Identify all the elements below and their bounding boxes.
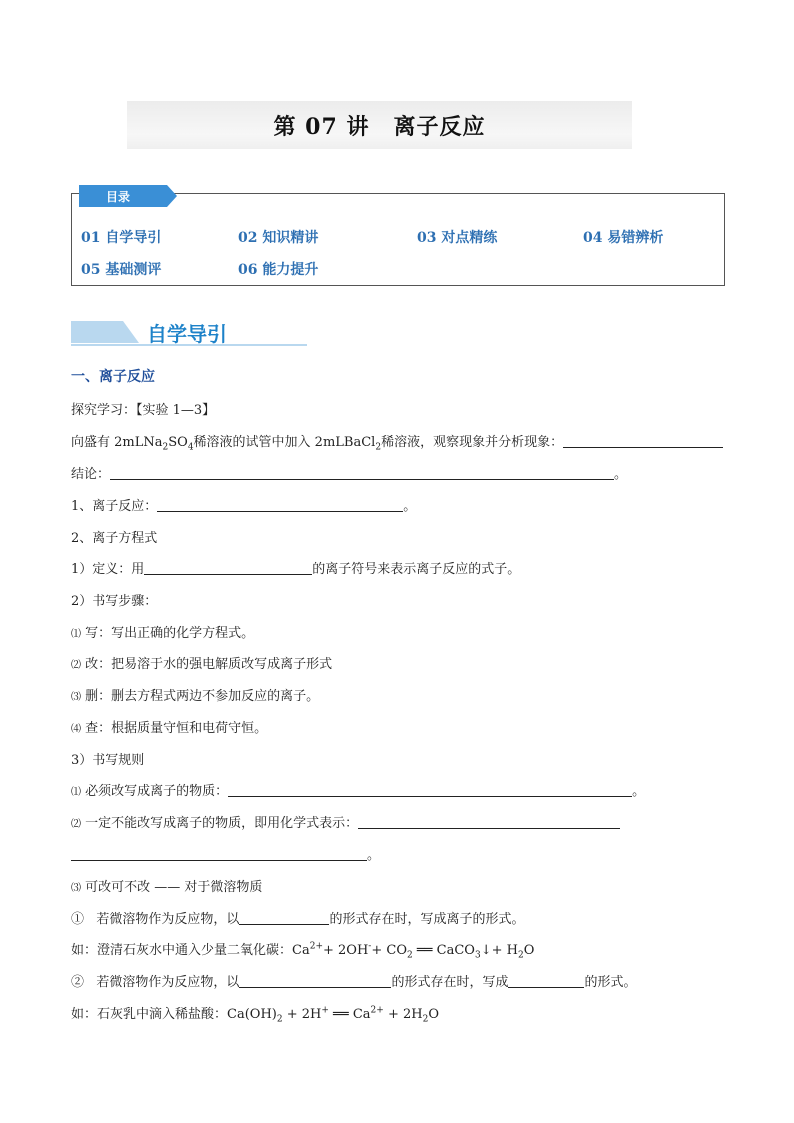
ionic-equation-heading: 2、离子方程式 [71,531,158,546]
answer-blank[interactable] [71,847,367,861]
answer-blank[interactable] [110,466,614,480]
toc-item[interactable]: 03 对点精练 [417,230,498,246]
answer-blank[interactable] [144,561,312,575]
rule-item: ⑶ 可改可不改 —— 对于微溶物质 [71,880,263,895]
answer-blank[interactable] [228,783,632,797]
section-title: 自学导引 [147,322,227,346]
page-title [274,110,486,141]
answer-blank[interactable] [563,434,723,448]
answer-blank[interactable] [358,815,620,829]
step-item: ⑷ 查：根据质量守恒和电荷守恒。 [71,721,268,736]
toc-item[interactable]: 06 能力提升 [238,262,319,278]
toc-tab [79,185,171,207]
conclusion-line: 结论： 。 [71,467,628,482]
steps-heading: 2）书写步骤： [71,594,158,609]
section-heading [71,317,309,349]
rule-continuation: 。 [71,844,380,863]
rule-item: ⑴ 必须改写成离子的物质： 。 [71,784,646,799]
toc-item[interactable]: 05 基础测评 [81,262,162,278]
case-item: ② 若微溶物作为反应物，以 的形式存在时，写成 的形式。 [71,975,637,990]
experiment-line: 向盛有 $2mLNa_2SO_4$稀溶液的试管中加入 2mLBaCl$_2$稀溶液，观察现象并分析现象： [71,431,723,450]
step-item: ⑴ 写：写出正确的化学方程式。 [71,626,255,641]
toc-tab-label: 目录 [105,190,130,204]
rule-item: ⑵ 一定不能改写成离子的物质，即用化学式表示： [71,812,620,831]
answer-blank[interactable] [239,911,329,925]
table-of-contents [71,190,725,286]
case-item: ① 若微溶物作为反应物，以 的形式存在时，写成离子的形式。 [71,912,525,927]
ionic-reaction-line: 1、离子反应： 。 [71,499,417,514]
toc-item[interactable]: 02 知识精讲 [238,230,319,246]
title-banner [127,101,632,149]
step-item: ⑶ 删：删去方程式两边不参加反应的离子。 [71,689,320,704]
example-line: 如：石灰乳中滴入稀盐酸：$Ca(OH)_2 + 2H^+$ ══ $Ca^{2+} + 2H_2O$ [71,1005,439,1025]
step-item: ⑵ 改：把易溶于水的强电解质改写成离子形式 [71,657,333,672]
example-line: 如：澄清石灰水中通入少量二氧化碳：$Ca^{2+}+ 2OH^-+ CO_2$ ══ CaCO$_3$↓+ $H_2O$ [71,941,535,961]
answer-blank[interactable] [508,974,584,988]
answer-blank[interactable] [239,974,391,988]
toc-item[interactable]: 04 易错辨析 [583,230,664,246]
answer-blank[interactable] [157,498,403,512]
lecture-topic: 离子反应 [393,113,486,140]
toc-item[interactable]: 01 自学导引 [81,230,162,246]
subheading: 一、离子反应 [71,369,155,385]
explore-line: 探究学习：【实验 1—3】 [71,403,216,418]
rules-heading: 3）书写规则 [71,753,145,768]
definition-line: 1）定义：用 的离子符号来表示离子反应的式子。 [71,562,521,577]
lecture-number: 第 07 讲 [273,113,370,140]
